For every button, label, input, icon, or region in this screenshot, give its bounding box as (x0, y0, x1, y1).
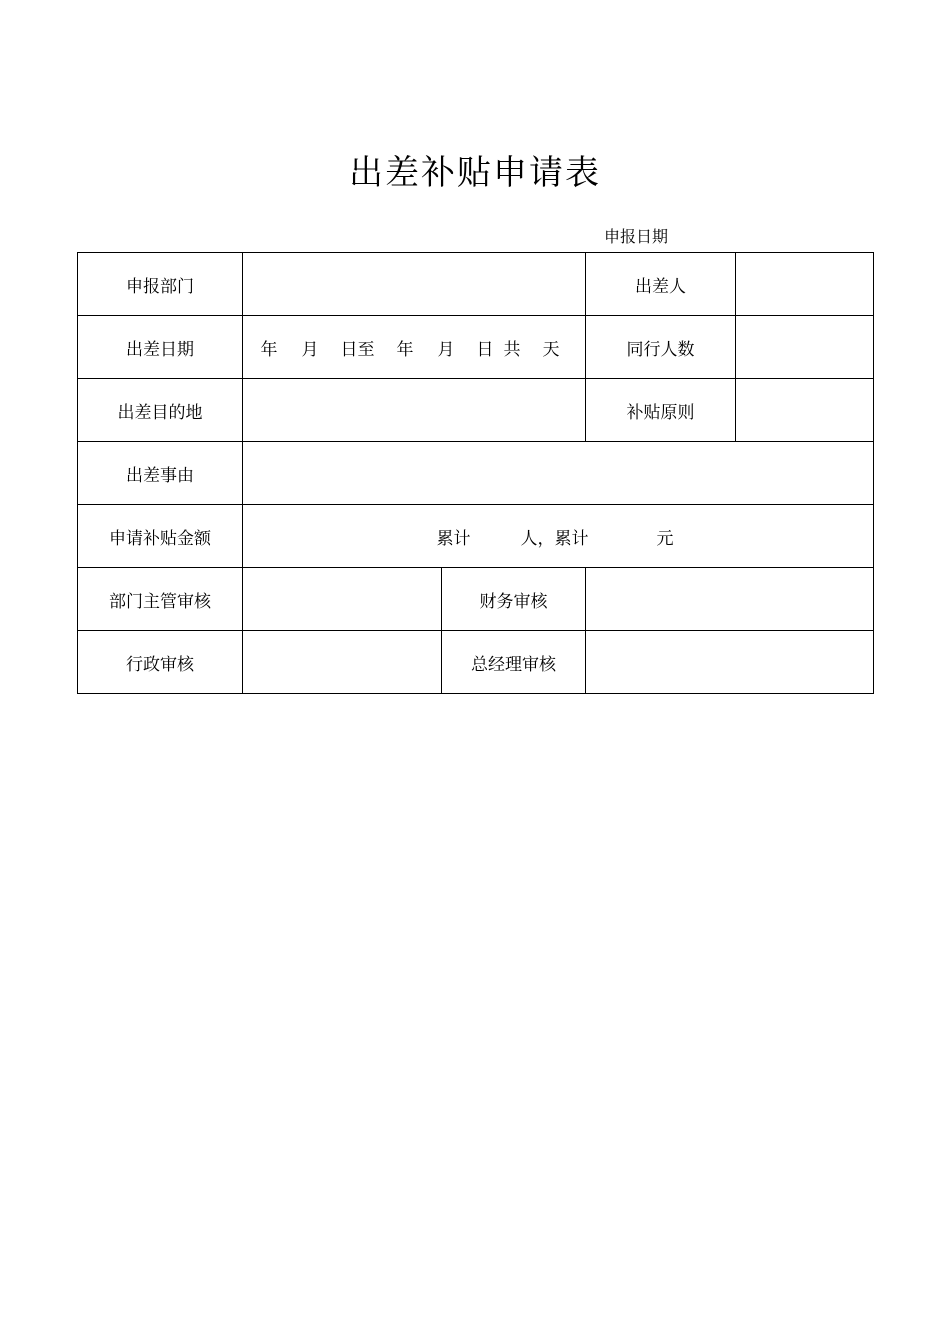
date-month1: 月 (301, 339, 319, 360)
table-row (78, 316, 874, 379)
gm-review-label: 总经理审核 (442, 631, 586, 694)
date-year2: 年 (396, 339, 414, 360)
traveler-label: 出差人 (586, 253, 736, 316)
destination-label: 出差目的地 (78, 379, 243, 442)
amount-cumulative: 累计 (436, 528, 471, 549)
subsidy-principle-field[interactable] (736, 379, 874, 442)
travel-dates-label: 出差日期 (78, 316, 243, 379)
reason-field[interactable] (243, 442, 874, 505)
date-day1-to: 日至 (340, 339, 375, 360)
amount-persons: 人，累计 (520, 528, 589, 549)
date-days: 天 (542, 339, 560, 360)
department-field[interactable] (243, 253, 586, 316)
dept-manager-review-field[interactable] (243, 568, 442, 631)
date-total: 共 (503, 339, 521, 360)
travel-dates-field[interactable] (243, 316, 586, 379)
form-title: 出差补贴申请表 (349, 153, 601, 193)
admin-review-field[interactable] (243, 631, 442, 694)
table-row (78, 379, 874, 442)
table-row (78, 505, 874, 568)
amount-label: 申请补贴金额 (78, 505, 243, 568)
dept-manager-review-label: 部门主管审核 (78, 568, 243, 631)
finance-review-label: 财务审核 (442, 568, 586, 631)
department-label: 申报部门 (78, 253, 243, 316)
amount-yuan: 元 (656, 528, 674, 549)
traveler-field[interactable] (736, 253, 874, 316)
companions-field[interactable] (736, 316, 874, 379)
table-row (78, 631, 874, 694)
admin-review-label: 行政审核 (78, 631, 243, 694)
report-date-label: 申报日期 (604, 227, 669, 246)
gm-review-field[interactable] (586, 631, 874, 694)
reason-label: 出差事由 (78, 442, 243, 505)
companions-label: 同行人数 (586, 316, 736, 379)
destination-field[interactable] (243, 379, 586, 442)
subsidy-principle-label: 补贴原则 (586, 379, 736, 442)
table-row (78, 442, 874, 505)
table-row (78, 253, 874, 316)
amount-field[interactable] (243, 505, 874, 568)
finance-review-field[interactable] (586, 568, 874, 631)
date-day2: 日 (476, 339, 494, 360)
date-month2: 月 (437, 339, 455, 360)
subsidy-form-table (77, 252, 874, 694)
date-year1: 年 (260, 339, 278, 360)
table-row (78, 568, 874, 631)
